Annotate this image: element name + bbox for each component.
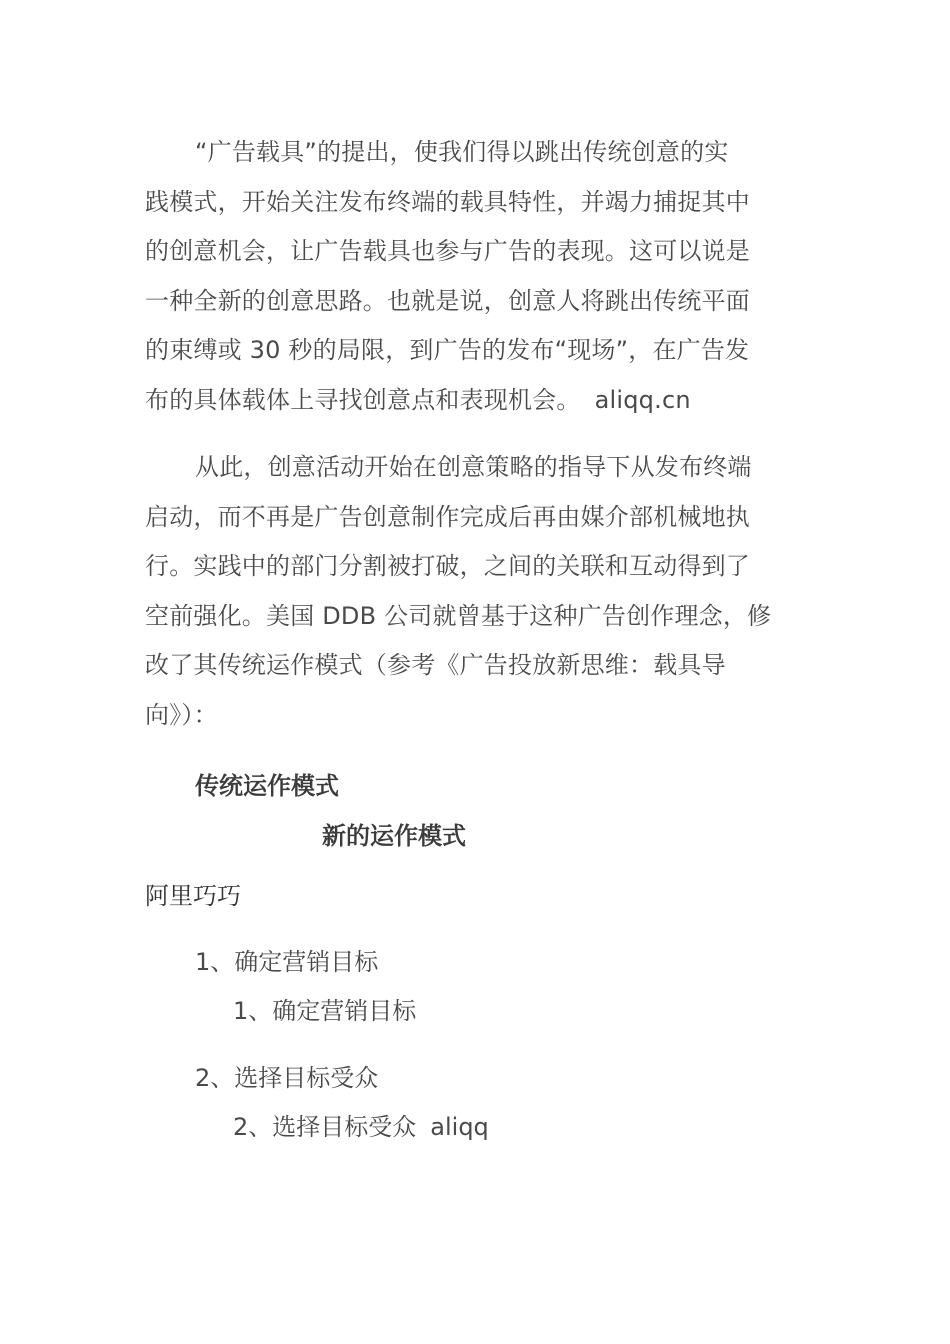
new-step-1: 1、确定营销目标 (233, 997, 417, 1025)
paragraph-line: 践模式，开始关注发布终端的载具特性，并竭力捕捉其中 (145, 187, 750, 216)
paragraph-line: 从此，创意活动开始在创意策略的指导下从发布终端 (195, 453, 752, 481)
paragraph-line-text: 布的具体载体上寻找创意点和表现机会。 (145, 385, 581, 414)
paragraph-line: 一种全新的创意思路。也就是说，创意人将跳出传统平面 (145, 286, 750, 315)
paragraph-line: 改了其传统运作模式（参考《广告投放新思维：载具导 (145, 651, 726, 680)
new-step-2-text: 2、选择目标受众 (233, 1113, 417, 1141)
traditional-mode-heading: 传统运作模式 (195, 772, 339, 800)
paragraph-line: 行。实践中的部门分割被打破，之间的关联和互动得到了 (145, 552, 750, 581)
paragraph-line: 启动，而不再是广告创意制作完成后再由媒介部机械地执 (145, 502, 750, 531)
body-paragraph-2 (145, 443, 810, 741)
traditional-step-2: 2、选择目标受众 (195, 1064, 379, 1092)
paragraph-line-last (145, 376, 810, 426)
paragraph-line: “广告载具”的提出，使我们得以跳出传统创意的实 (195, 138, 729, 166)
paragraph-line: 向》）： (145, 700, 218, 729)
traditional-step-1: 1、确定营销目标 (195, 948, 379, 976)
new-step-2 (233, 1107, 489, 1142)
author-name: 阿里巧巧 (145, 882, 241, 910)
body-paragraph-1 (145, 128, 810, 426)
watermark-text: aliqq.cn (594, 385, 691, 414)
paragraph-line: 的束缚或 30 秒的局限，到广告的发布“现场”，在广告发 (145, 336, 750, 365)
paragraph-line: 空前强化。美国 DDB 公司就曾基于这种广告创作理念，修 (145, 601, 772, 630)
new-mode-heading: 新的运作模式 (322, 822, 466, 850)
paragraph-line: 的创意机会，让广告载具也参与广告的表现。这可以说是 (145, 237, 750, 266)
watermark-text: aliqq (430, 1113, 489, 1141)
